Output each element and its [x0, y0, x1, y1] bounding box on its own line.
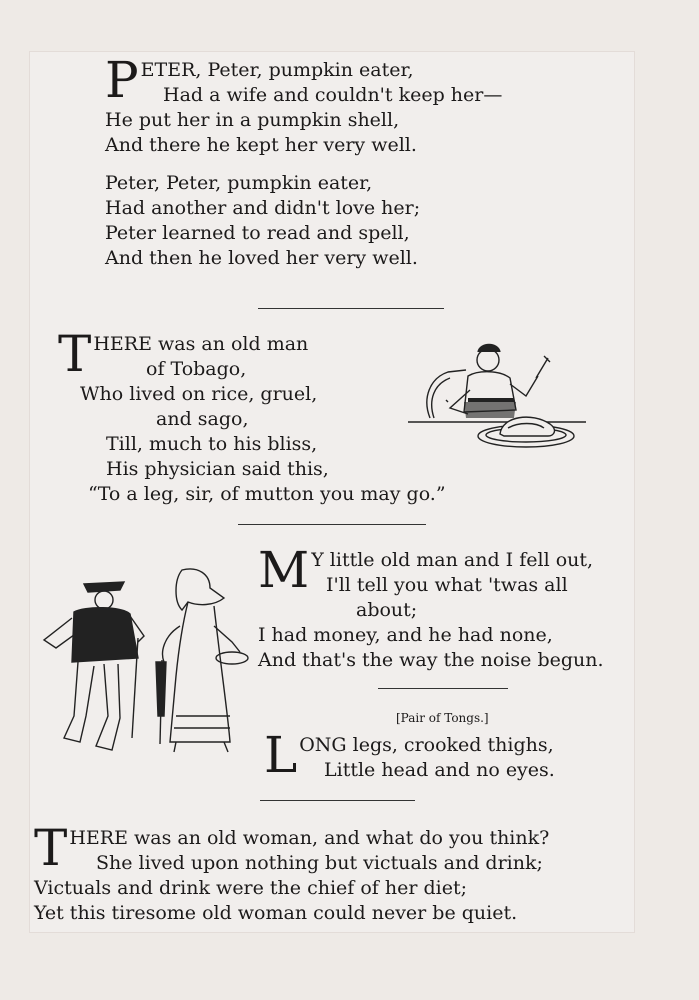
poem-line: I'll tell you what 'twas all: [326, 574, 568, 596]
poem-line: PETER, Peter, pumpkin eater,: [105, 51, 414, 109]
poem-line: Yet this tiresome old woman could never be quiet.: [34, 902, 518, 924]
poem-line: Peter, Peter, pumpkin eater,: [105, 172, 373, 194]
drop-cap: L: [264, 726, 298, 784]
poem-line: about;: [356, 599, 418, 621]
poem-line: “To a leg, sir, of mutton you may go.”: [88, 483, 446, 505]
divider-rule: [238, 524, 426, 525]
poem-line: And there he kept her very well.: [105, 134, 417, 156]
poem-line: Till, much to his bliss,: [106, 433, 318, 455]
poem-old-woman-victuals: [34, 819, 550, 926]
poem-line: Peter learned to read and spell,: [105, 222, 410, 244]
poem-line: Had a wife and couldn't keep her—: [163, 84, 503, 106]
poem-line: He put her in a pumpkin shell,: [105, 109, 400, 131]
poem-line: And then he loved her very well.: [105, 247, 418, 269]
divider-rule: [258, 308, 444, 309]
poem-line: His physician said this,: [106, 458, 329, 480]
poem-line: Little head and no eyes.: [324, 759, 555, 781]
poem-line: LONG legs, crooked thighs,: [264, 726, 554, 784]
poem-line: THERE was an old woman, and what do you think?: [34, 819, 550, 877]
poem-peter-pumpkin-eater: [105, 51, 503, 271]
poem-line: Victuals and drink were the chief of her diet;: [34, 877, 467, 899]
poem-little-old-man: [258, 541, 604, 673]
drop-cap: M: [258, 541, 310, 599]
drop-cap: P: [105, 51, 139, 109]
poem-line: THERE was an old man: [58, 325, 309, 383]
poem-line: M Y little old man and I fell out,: [258, 541, 594, 599]
poem-line: of Tobago,: [146, 358, 247, 380]
poem-line: She lived upon nothing but victuals and drink;: [96, 852, 543, 874]
poem-line: Who lived on rice, gruel,: [80, 383, 318, 405]
poem-line: And that's the way the noise begun.: [258, 649, 604, 671]
drop-cap: T: [34, 819, 68, 877]
drop-cap: T: [58, 325, 92, 383]
poem-old-man-of-tobago: [58, 325, 446, 507]
poem-line: and sago,: [156, 408, 249, 430]
poem-line: I had money, and he had none,: [258, 624, 553, 646]
old-man-and-woman-illustration: [34, 566, 250, 764]
divider-rule: [260, 800, 415, 801]
man-with-mutton-illustration: [408, 340, 592, 452]
riddle-caption: [Pair of Tongs.]: [396, 711, 489, 725]
poem-line: Had another and didn't love her;: [105, 197, 421, 219]
poem-pair-of-tongs: [264, 726, 555, 784]
divider-rule: [378, 688, 508, 689]
